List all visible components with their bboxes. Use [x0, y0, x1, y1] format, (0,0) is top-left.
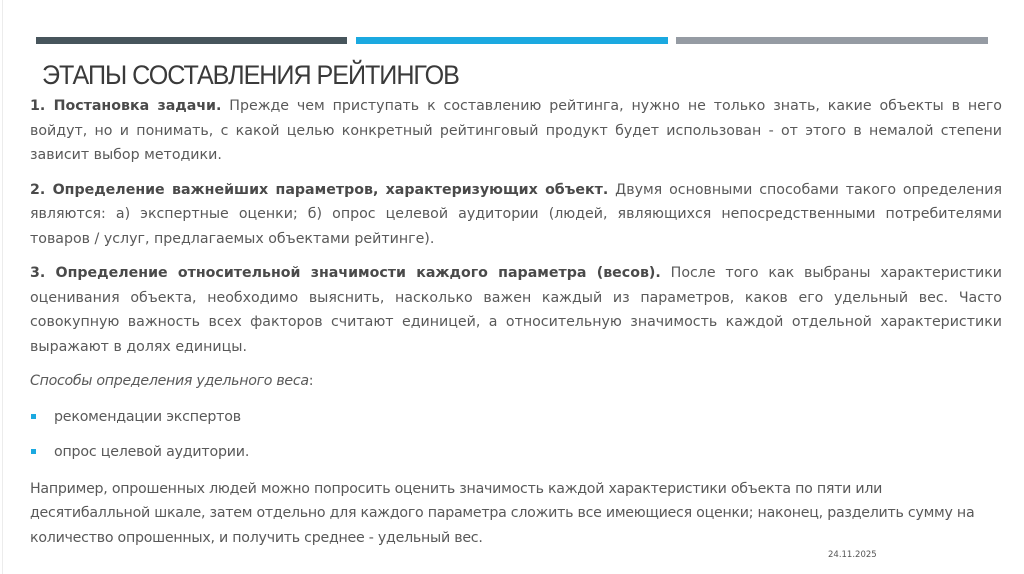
footer-date: 24.11.2025 [828, 550, 877, 560]
slide-body [30, 94, 1002, 560]
header-bar-blue [356, 37, 668, 44]
section-1-body: Прежде чем приступать к составлению рейтинга, нужно не только знать, какие объекты в него войдут, но и понимать, с какой целью конкретный рейтинговый продукт будет использован - от этого в немалой степени зависит выбор методики. [30, 98, 1002, 163]
section-3-body: После того как выбраны характеристики оценивания объекта, необходимо выяснить, насколько важен каждый из параметров, каков его удельный вес. Часто совокупную важность всех факторов считают единицей, а относительную значимость каждой отдельной характеристики выражают в долях единицы. [30, 265, 1002, 355]
section-3-heading: 3. Определение относительной значимости каждого параметра (весов). [30, 265, 661, 281]
methods-label [30, 369, 1002, 394]
square-bullet-icon [31, 449, 36, 454]
section-3 [30, 261, 1002, 359]
methods-list [30, 405, 1002, 465]
slide-title: ЭТАПЫ СОСТАВЛЕНИЯ РЕЙТИНГОВ [42, 60, 459, 90]
methods-label-text: Способы определения удельного веса [30, 373, 309, 389]
list-item-text: рекомендации экспертов [54, 408, 241, 425]
list-item-text: опрос целевой аудитории. [54, 444, 250, 460]
section-2 [30, 178, 1002, 252]
section-2-body: Двумя основными способами такого определения являются: а) экспертные оценки; б) опрос целевой аудитории (людей, являющихся непосредственными потребителями товаров / услуг, предлагаемых объектами рейтинге). [30, 181, 1002, 247]
list-item [30, 440, 1002, 465]
section-2-heading: 2. Определение важнейших параметров, характеризующих объект. [30, 181, 609, 198]
example-paragraph: Например, опрошенных людей можно попросить оценить значимость каждой характеристики объекта по пяти или десятибалльной шкале, затем отдельно для каждого параметра сложить все имеющиеся оценки; наконец, разделить сумму на количество опрошенных, и получить среднее - удельный вес. [30, 480, 975, 546]
slide-left-edge [2, 0, 3, 574]
section-1 [30, 94, 1002, 168]
header-bar-dark [36, 37, 347, 44]
header-bar-gray [676, 37, 988, 44]
section-1-heading: 1. Постановка задачи. [30, 98, 222, 114]
methods-label-colon: : [308, 373, 314, 389]
list-item [30, 405, 1002, 430]
square-bullet-icon [31, 414, 36, 419]
